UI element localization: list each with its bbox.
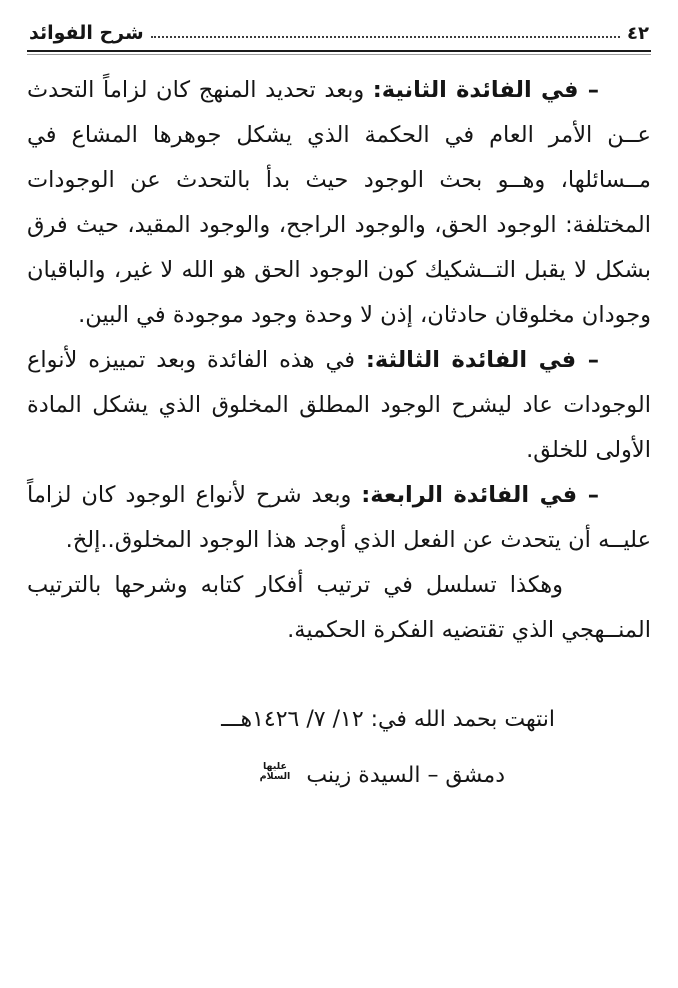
running-head bbox=[27, 16, 651, 49]
colophon-place-line bbox=[27, 751, 651, 801]
paragraph-text: وهكذا تسلسل في ترتيب أفكار كتابه وشرحها بالترتيب المنــهجي الذي تقتضيه الفكرة الحكمية. bbox=[27, 572, 651, 643]
body-paragraph bbox=[27, 473, 651, 563]
honorific-word-top: عليها bbox=[262, 760, 288, 772]
colophon-place-text: دمشق – السيدة زينب bbox=[306, 763, 505, 788]
book-title: شرح الفوائد bbox=[29, 22, 144, 44]
body-paragraph bbox=[27, 68, 651, 338]
body-text bbox=[27, 68, 651, 653]
body-paragraph bbox=[27, 338, 651, 473]
colophon-date-line: انتهت بحمد الله في: ١٢/ ٧/ ١٤٢٦هـــ bbox=[221, 707, 555, 732]
honorific-word-bottom: السلام bbox=[259, 771, 291, 782]
header-rule bbox=[27, 50, 651, 55]
paragraph-text: في هذه الفائدة وبعد تمييزه لأنواع الوجودات عاد ليشرح الوجود المطلق المخلوق الذي يشكل المادة الأولى للخلق. bbox=[27, 347, 651, 463]
paragraph-text: وبعد شرح لأنواع الوجود كان لزاماً عليــه أن يتحدث عن الفعل الذي أوجد هذا الوجود المخلوق..إلخ. bbox=[27, 482, 651, 553]
paragraph-text: وبعد تحديد المنهج كان لزاماً التحدث عــن الأمر العام في الحكمة الذي يشكل جوهرها المشاع في مــسائلها، وهــو بحث الوجود حيث بدأ بالتحدث عن الوجودات المختلفة: الوجود الحق، والوجود الراجح، والوجود المقيد، حيث فرق بشكل لا يقبل التــشكيك كون الوجود الحق هو الله لا غير، والباقيان وجودان مخلوقان حادثان، إذن لا وحدة وجود موجودة في البين. bbox=[27, 77, 651, 328]
paragraph-lead-bold: – في الفائدة الثالثة: bbox=[365, 347, 599, 373]
paragraph-lead-bold: – في الفائدة الثانية: bbox=[372, 77, 599, 103]
colophon bbox=[27, 695, 651, 801]
page-number: ٤٢ bbox=[627, 23, 649, 44]
honorific-mark bbox=[260, 762, 291, 783]
paragraph-lead-bold: – في الفائدة الرابعة: bbox=[361, 482, 599, 508]
dotted-leader bbox=[151, 36, 620, 38]
body-paragraph bbox=[27, 563, 651, 653]
